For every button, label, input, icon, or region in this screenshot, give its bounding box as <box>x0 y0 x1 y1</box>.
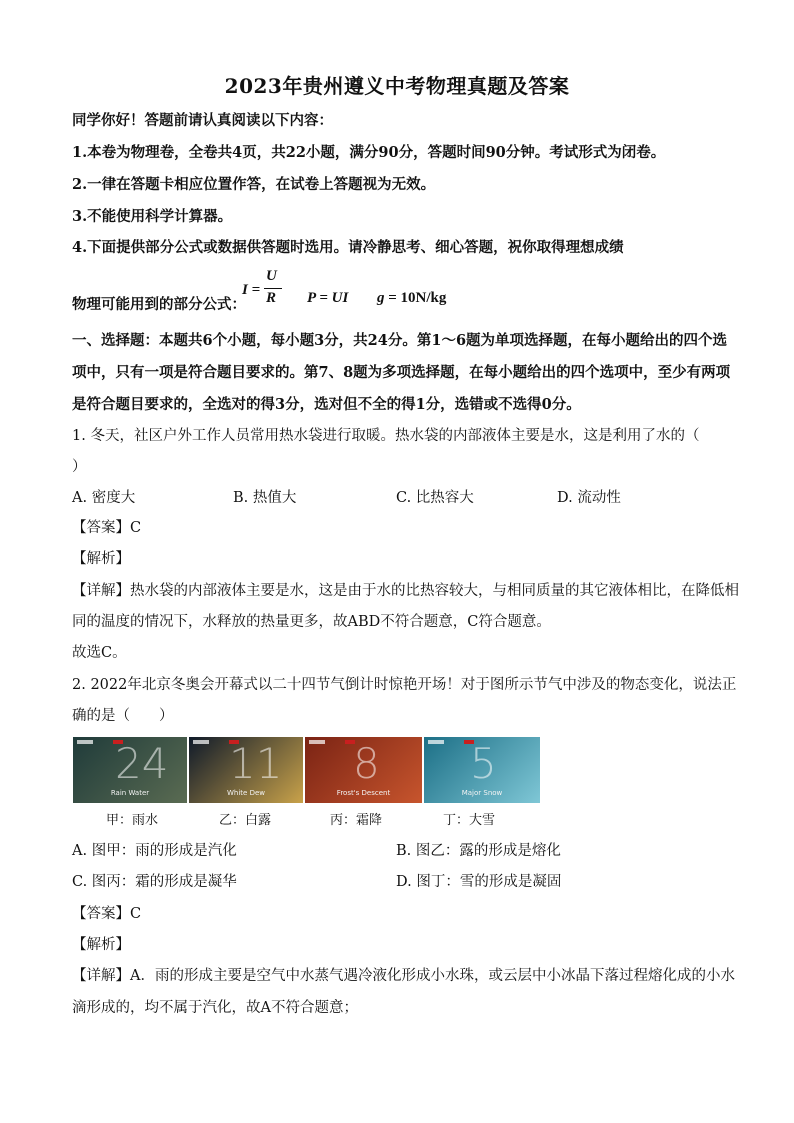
tile-number: 8 <box>353 739 380 788</box>
q2-detail-1: 【详解】A．雨的形成主要是空气中水蒸气遇冷液化形成小水珠，或云层中小冰晶下落过程熔化成的小水 <box>72 968 735 984</box>
q1-detail-2: 同的温度的情况下，水释放的热量更多，故ABD不符合题意，C符合题意。 <box>72 614 551 630</box>
gravity-formula <box>377 290 446 307</box>
page-title: 2023年贵州遵义中考物理真题及答案 <box>224 74 570 98</box>
q2-detail-2: 滴形成的，均不属于汽化，故A不符合题意； <box>72 1000 358 1016</box>
instruction-4: 4.下面提供部分公式或数据供答题时选用。请冷静思考、细心答题，祝你取得理想成绩 <box>72 239 624 256</box>
greeting: 同学你好！答题前请认真阅读以下内容： <box>72 112 333 129</box>
tile-number: 11 <box>229 739 283 788</box>
q1-answer: 【答案】C <box>72 520 142 536</box>
section-1-line-1: 一、选择题：本题共6个小题，每小题3分，共24分。第1～6题为单项选择题，在每小题给出的四个选 <box>72 332 728 349</box>
section-1-line-3: 是符合题目要求的，全选对的得3分，选对但不全的得1分，选错或不选得0分。 <box>72 396 581 413</box>
tile-white-dew <box>189 737 303 803</box>
caption-ding: 丁：大雪 <box>443 813 496 828</box>
caption-bing: 丙：霜降 <box>330 813 383 828</box>
q2-option-d: D. 图丁：雪的形成是凝固 <box>396 874 562 890</box>
ohm-numerator: U <box>266 268 277 284</box>
q1-option-a: A. 密度大 <box>72 490 136 506</box>
q2-stem-2: 确的是（ ） <box>72 708 174 724</box>
q2-answer: 【答案】C <box>72 906 142 922</box>
tile-english: Rain Water <box>110 789 150 797</box>
q2-option-b: B. 图乙：露的形成是熔化 <box>396 843 561 859</box>
q1-option-c: C. 比热容大 <box>396 490 474 506</box>
instruction-2: 2.一律在答题卡相应位置作答，在试卷上答题视为无效。 <box>72 176 436 193</box>
tile-rain-water <box>73 737 187 803</box>
instruction-1: 1.本卷为物理卷，全卷共4页，共22小题，满分90分，答题时间90分钟。考试形式为闭卷。 <box>72 144 666 161</box>
q2-stem-1: 2. 2022年北京冬奥会开幕式以二十四节气倒计时惊艳开场！对于图所示节气中涉及的物态变化，说法正 <box>72 677 737 693</box>
tile-major-snow <box>424 737 540 803</box>
gravity-value: = 10N/kg <box>384 290 447 306</box>
q1-analysis: 【解析】 <box>72 551 130 567</box>
q1-stem-1: 1. 冬天，社区户外工作人员常用热水袋进行取暖。热水袋的内部液体主要是水，这是利用了水的（ <box>72 428 700 444</box>
tile-english: Frost's Descent <box>336 789 391 797</box>
tile-frosts-descent <box>305 737 422 803</box>
gravity-symbol: g <box>377 290 385 306</box>
solar-terms-image <box>73 737 540 803</box>
q1-stem-2: ） <box>72 459 87 475</box>
formula-label: 物理可能用到的部分公式： <box>72 296 246 313</box>
power-formula: P = UI <box>307 290 349 306</box>
q1-option-b: B. 热值大 <box>233 490 297 506</box>
q1-option-d: D. 流动性 <box>557 490 621 506</box>
caption-jia: 甲：雨水 <box>106 813 159 828</box>
tile-english: White Dew <box>226 789 265 797</box>
q2-option-c: C. 图丙：霜的形成是凝华 <box>72 874 237 890</box>
caption-yi: 乙：白露 <box>219 813 272 828</box>
instruction-3: 3.不能使用科学计算器。 <box>72 208 233 225</box>
q2-option-a: A. 图甲：雨的形成是汽化 <box>72 843 237 859</box>
tile-number: 24 <box>115 739 169 788</box>
q1-detail-1: 【详解】热水袋的内部液体主要是水，这是由于水的比热容较大，与相同质量的其它液体相比，在降低相 <box>72 583 739 599</box>
ohm-lhs: I = <box>242 282 261 298</box>
q1-conclusion: 故选C。 <box>72 645 127 661</box>
tile-number: 5 <box>470 739 497 788</box>
q2-analysis: 【解析】 <box>72 937 130 953</box>
ohm-denominator: R <box>266 290 277 306</box>
section-1-line-2: 项中，只有一项是符合题目要求的。第7、8题为多项选择题，在每小题给出的四个选项中，至少有两项 <box>72 364 731 381</box>
tile-english: Major Snow <box>461 789 503 797</box>
